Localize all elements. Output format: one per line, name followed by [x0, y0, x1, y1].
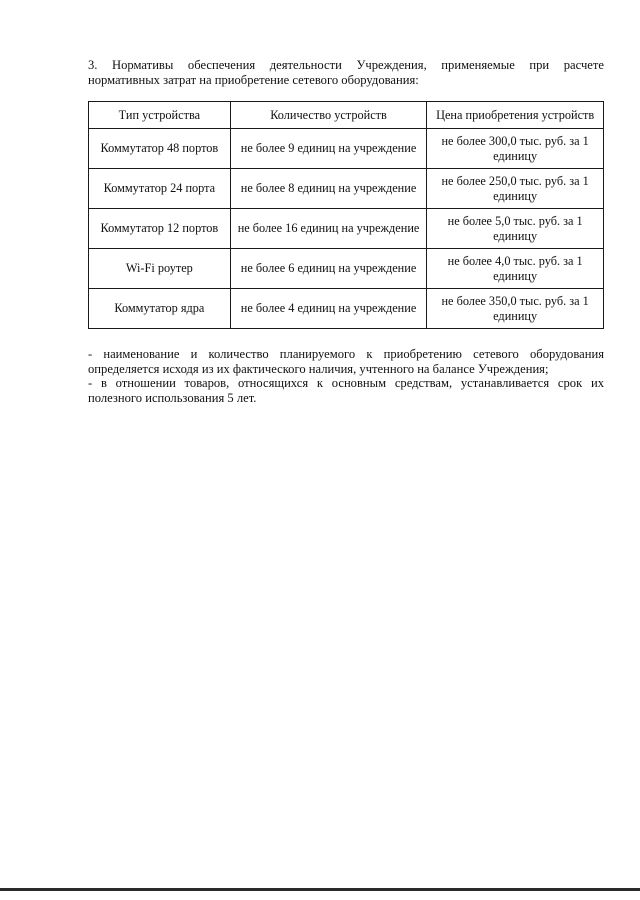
- section-heading-line-1: 3. Нормативы обеспечения деятельности Учреждения, применяемые при расчете: [88, 58, 604, 72]
- header-device-quantity: Количество устройств: [230, 102, 427, 129]
- cell-device-quantity: не более 8 единиц на учреждение: [230, 169, 427, 209]
- bottom-edge-rule: [0, 888, 640, 891]
- note-paragraph: - в отношении товаров, относящихся к основным средствам, устанавливается срок их полезного использования 5 лет.: [88, 376, 604, 405]
- cell-purchase-price: не более 4,0 тыс. руб. за 1 единицу: [427, 249, 604, 289]
- notes-section: [88, 347, 604, 405]
- cell-device-type: Коммутатор 48 портов: [89, 129, 231, 169]
- cell-purchase-price: не более 5,0 тыс. руб. за 1 единицу: [427, 209, 604, 249]
- table-row: [89, 209, 604, 249]
- cell-purchase-price: не более 250,0 тыс. руб. за 1 единицу: [427, 169, 604, 209]
- header-device-type: Тип устройства: [89, 102, 231, 129]
- table-row: [89, 169, 604, 209]
- cell-device-type: Коммутатор 24 порта: [89, 169, 231, 209]
- header-purchase-price: Цена приобретения устройств: [427, 102, 604, 129]
- cell-device-quantity: не более 6 единиц на учреждение: [230, 249, 427, 289]
- table-row: [89, 129, 604, 169]
- cell-device-type: Коммутатор 12 портов: [89, 209, 231, 249]
- table-header-row: [89, 102, 604, 129]
- table-row: [89, 249, 604, 289]
- table-row: [89, 289, 604, 329]
- cell-device-quantity: не более 4 единиц на учреждение: [230, 289, 427, 329]
- section-heading: [88, 58, 604, 88]
- network-equipment-norms-table: [88, 101, 604, 329]
- cell-purchase-price: не более 350,0 тыс. руб. за 1 единицу: [427, 289, 604, 329]
- cell-device-quantity: не более 16 единиц на учреждение: [230, 209, 427, 249]
- cell-purchase-price: не более 300,0 тыс. руб. за 1 единицу: [427, 129, 604, 169]
- cell-device-quantity: не более 9 единиц на учреждение: [230, 129, 427, 169]
- cell-device-type: Wi-Fi роутер: [89, 249, 231, 289]
- cell-device-type: Коммутатор ядра: [89, 289, 231, 329]
- note-paragraph: - наименование и количество планируемого к приобретению сетевого оборудования определяется исходя из их фактического наличия, учтенного на балансе Учреждения;: [88, 347, 604, 376]
- section-heading-line-2: нормативных затрат на приобретение сетевого оборудования:: [88, 73, 419, 87]
